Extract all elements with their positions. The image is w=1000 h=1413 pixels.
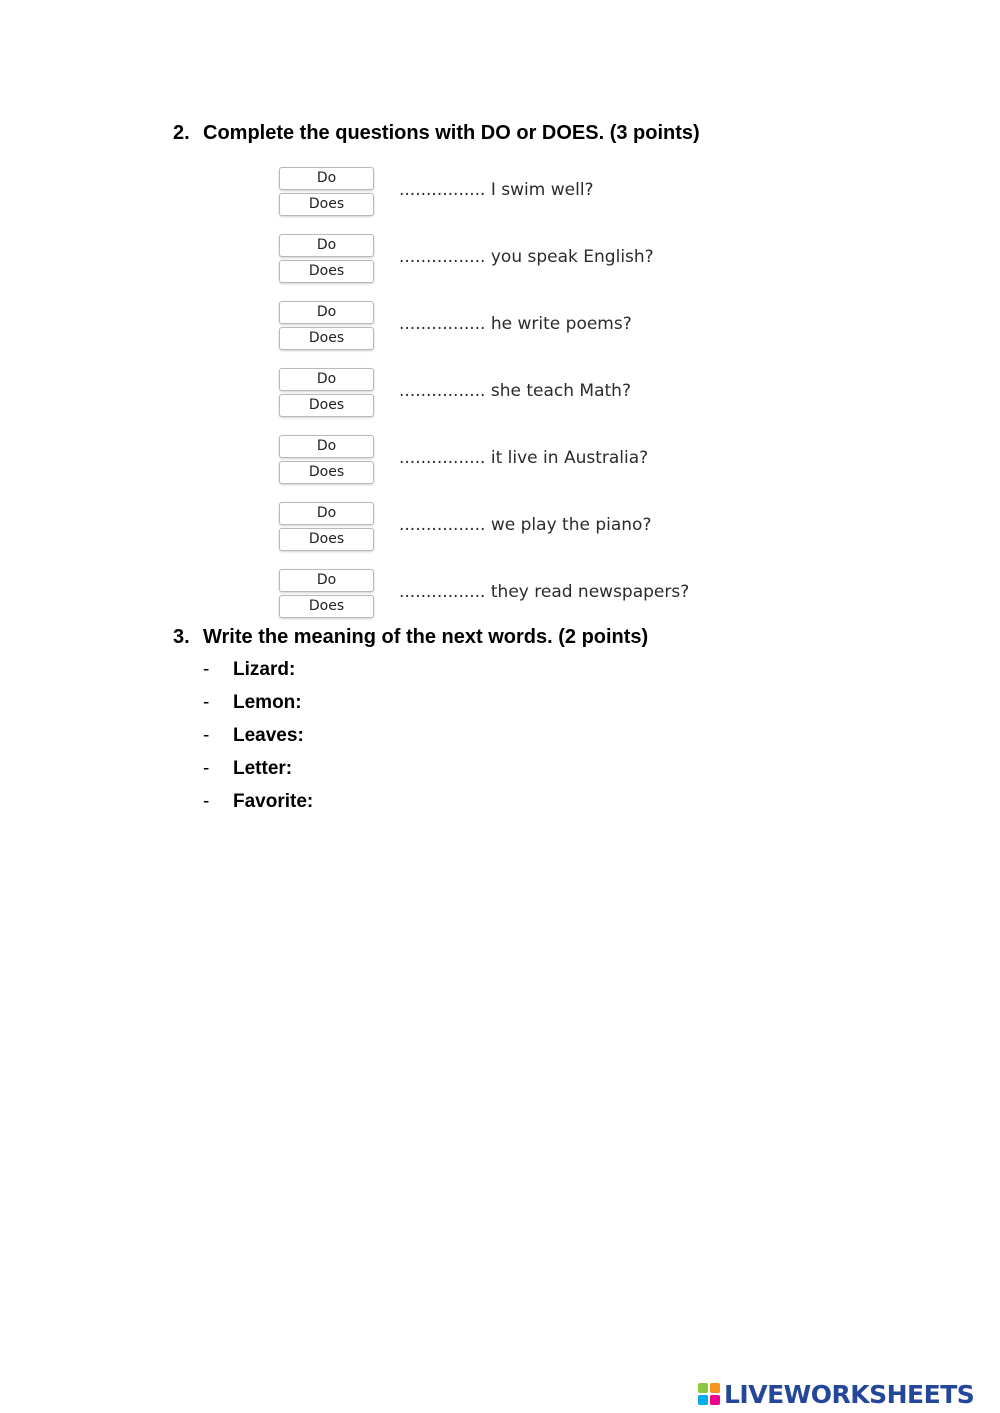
- liveworksheets-logo: [698, 1378, 974, 1410]
- answer-blank: ................: [399, 314, 486, 334]
- list-dash: -: [203, 692, 210, 713]
- answer-blank: ................: [399, 448, 486, 468]
- question-3-heading: [173, 625, 648, 649]
- do-option-button[interactable]: Do: [279, 301, 374, 324]
- vocabulary-word: Letter:: [233, 758, 293, 779]
- question-3-title: Write the meaning of the next words. (2 points): [203, 626, 649, 648]
- choice-group: [279, 435, 375, 487]
- does-option-button[interactable]: Does: [279, 461, 374, 484]
- vocabulary-word: Lemon:: [233, 692, 302, 713]
- question-3-number: 3.: [173, 626, 190, 648]
- does-option-button[interactable]: Does: [279, 327, 374, 350]
- logo-text: LIVEWORKSHEETS: [724, 1379, 975, 1409]
- choice-group: [279, 167, 375, 219]
- does-option-button[interactable]: Does: [279, 260, 374, 283]
- sentence-text: we play the piano?: [490, 515, 652, 535]
- choice-group: [279, 301, 375, 353]
- sentence-text: he write poems?: [490, 314, 632, 334]
- answer-blank: ................: [399, 515, 486, 535]
- question-sentence: [399, 514, 651, 536]
- sentence-text: I swim well?: [490, 180, 594, 200]
- logo-square: [698, 1395, 708, 1405]
- question-sentence: [399, 179, 594, 201]
- choice-group: [279, 368, 375, 420]
- sentence-text: you speak English?: [490, 247, 654, 267]
- answer-blank: ................: [399, 180, 486, 200]
- does-option-button[interactable]: Does: [279, 595, 374, 618]
- question-sentence: [399, 380, 631, 402]
- question-2-number: 2.: [173, 122, 190, 144]
- sentence-text: they read newspapers?: [490, 582, 690, 602]
- answer-blank: ................: [399, 381, 486, 401]
- answer-blank: ................: [399, 247, 486, 267]
- logo-square: [698, 1383, 708, 1393]
- list-item: [203, 724, 313, 757]
- answer-blank: ................: [399, 582, 486, 602]
- exercise-row: [279, 367, 739, 434]
- choice-group: [279, 502, 375, 554]
- do-option-button[interactable]: Do: [279, 234, 374, 257]
- exercise-row: [279, 166, 739, 233]
- question-sentence: [399, 313, 632, 335]
- question-sentence: [399, 447, 648, 469]
- choice-group: [279, 569, 375, 621]
- list-dash: -: [203, 791, 210, 812]
- vocabulary-word: Favorite:: [233, 791, 314, 812]
- exercise-row: [279, 300, 739, 367]
- list-item: [203, 757, 313, 790]
- do-option-button[interactable]: Do: [279, 368, 374, 391]
- list-dash: -: [203, 758, 210, 779]
- do-option-button[interactable]: Do: [279, 167, 374, 190]
- logo-square: [710, 1395, 720, 1405]
- exercise-row: [279, 233, 739, 300]
- do-option-button[interactable]: Do: [279, 569, 374, 592]
- exercise-row: [279, 501, 739, 568]
- vocabulary-word: Lizard:: [233, 659, 296, 680]
- list-dash: -: [203, 725, 210, 746]
- do-option-button[interactable]: Do: [279, 435, 374, 458]
- does-option-button[interactable]: Does: [279, 528, 374, 551]
- sentence-text: she teach Math?: [490, 381, 631, 401]
- logo-square: [710, 1383, 720, 1393]
- vocabulary-list: [203, 658, 313, 823]
- list-item: [203, 790, 313, 823]
- question-sentence: [399, 581, 689, 603]
- do-option-button[interactable]: Do: [279, 502, 374, 525]
- liveworksheets-logo-icon: [698, 1383, 720, 1405]
- sentence-text: it live in Australia?: [490, 448, 649, 468]
- question-2-heading: [173, 121, 700, 145]
- list-dash: -: [203, 659, 210, 680]
- does-option-button[interactable]: Does: [279, 193, 374, 216]
- question-2-title: Complete the questions with DO or DOES. (3 points): [203, 122, 700, 144]
- question-sentence: [399, 246, 654, 268]
- vocabulary-word: Leaves:: [233, 725, 304, 746]
- list-item: [203, 658, 313, 691]
- list-item: [203, 691, 313, 724]
- choice-group: [279, 234, 375, 286]
- exercise-row: [279, 434, 739, 501]
- does-option-button[interactable]: Does: [279, 394, 374, 417]
- do-does-exercise: [279, 166, 739, 635]
